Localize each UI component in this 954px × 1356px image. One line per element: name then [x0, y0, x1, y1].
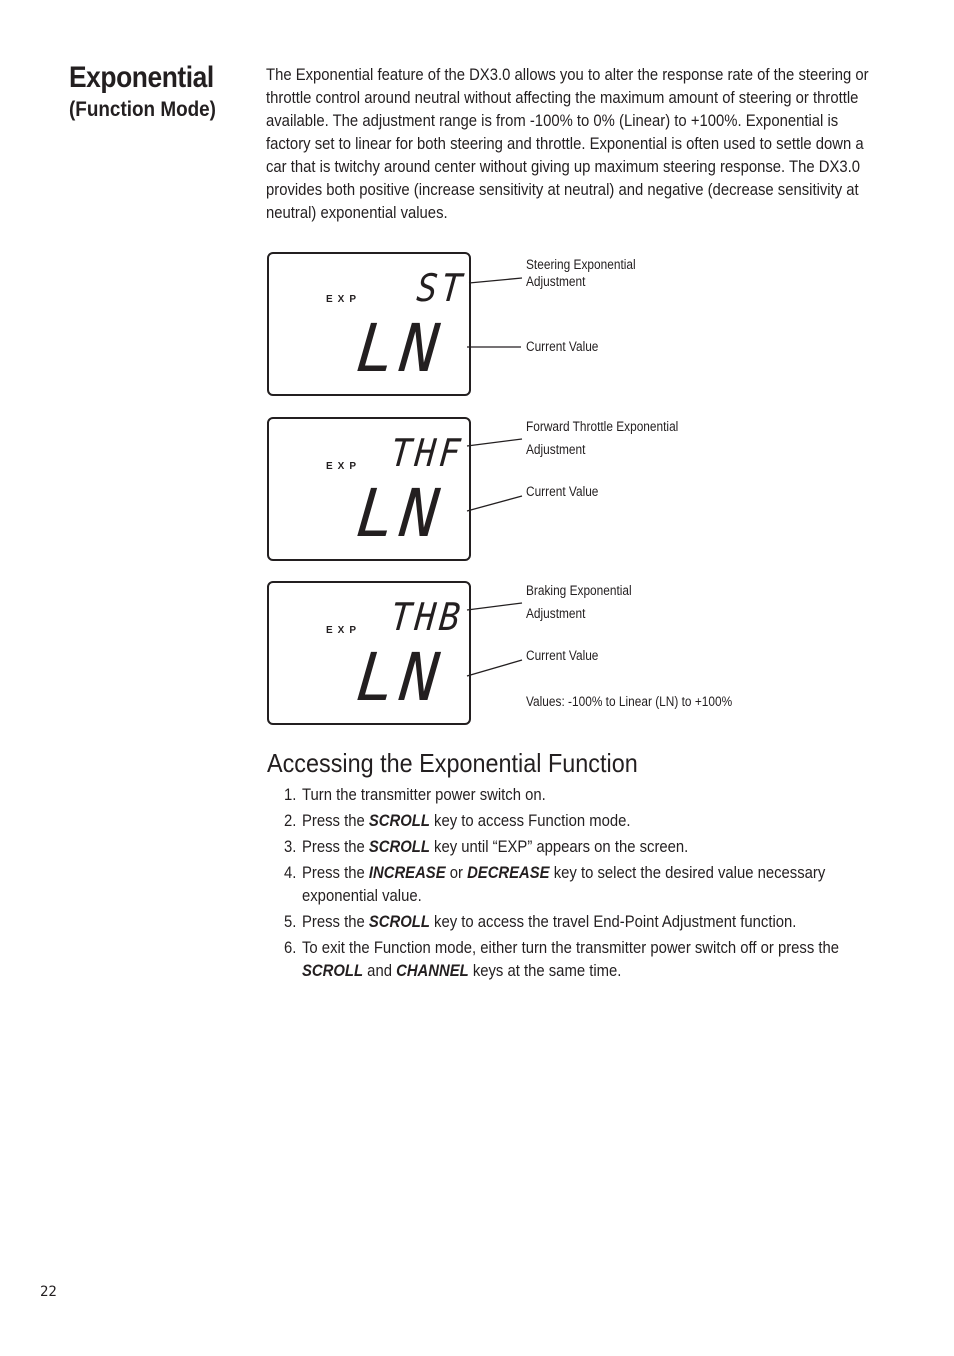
lcd-indicator: EXP	[326, 294, 362, 305]
callout-label: Current Value	[526, 339, 599, 354]
lcd-current-value: LN	[353, 310, 448, 387]
callout-line	[467, 603, 522, 610]
lcd-display-braking	[267, 581, 471, 725]
lcd-display-steering	[267, 252, 471, 396]
lcd-current-value: LN	[353, 639, 448, 716]
list-item: 5. Press the SCROLL key to access the travel End-Point Adjustment function.	[284, 913, 797, 931]
lcd-channel-label: THF	[388, 431, 466, 475]
page-title: Exponential	[69, 61, 214, 94]
list-item: 4. Press the INCREASE or DECREASE key to select the desired value necessary exponential value.	[284, 864, 826, 905]
callout-label: Steering Exponential Adjustment	[526, 257, 636, 289]
lcd-current-value: LN	[353, 475, 448, 552]
callout-label: Current Value	[526, 648, 599, 663]
lcd-display-forward-throttle	[267, 417, 471, 561]
steps-list	[284, 784, 860, 986]
list-item: 6. To exit the Function mode, either turn the transmitter power switch off or press the SCROLL and CHANNEL keys at the same time.	[284, 939, 840, 980]
page-subtitle: (Function Mode)	[69, 98, 216, 121]
callout-line	[469, 278, 522, 283]
values-range-note: Values: -100% to Linear (LN) to +100%	[526, 694, 733, 709]
callout-label: Braking Exponential Adjustment	[526, 583, 632, 621]
callout-line	[467, 660, 522, 676]
callout-line	[467, 439, 522, 446]
lcd-channel-label: ST	[414, 266, 468, 310]
callout-line	[467, 496, 522, 511]
page-number: 22	[40, 1284, 57, 1300]
intro-paragraph: The Exponential feature of the DX3.0 allows you to alter the response rate of the steering or throttle control around neutral without affecting the maximum amount of steering or throttle available. The adjustment range is from -100% to 0% (Linear) to +100%. Exponential is factory set to linear for both steering and throttle. Exponential is often used to settle down a car that is twitchy around center without giving up maximum steering response. The DX3.0 provides both positive (increase sensitivity at neutral) and negative (decrease sensitivity at neutral) exponential values.	[266, 66, 869, 222]
list-item: 2. Press the SCROLL key to access Function mode.	[284, 812, 631, 830]
list-item: 1. Turn the transmitter power switch on.	[284, 786, 546, 804]
callout-label: Current Value	[526, 484, 599, 499]
lcd-channel-label: THB	[388, 595, 466, 639]
lcd-indicator: EXP	[326, 625, 362, 636]
list-item: 3. Press the SCROLL key until “EXP” appears on the screen.	[284, 838, 689, 856]
section-title: Accessing the Exponential Function	[267, 748, 638, 778]
callout-label: Forward Throttle Exponential Adjustment	[526, 419, 679, 457]
lcd-indicator: EXP	[326, 461, 362, 472]
